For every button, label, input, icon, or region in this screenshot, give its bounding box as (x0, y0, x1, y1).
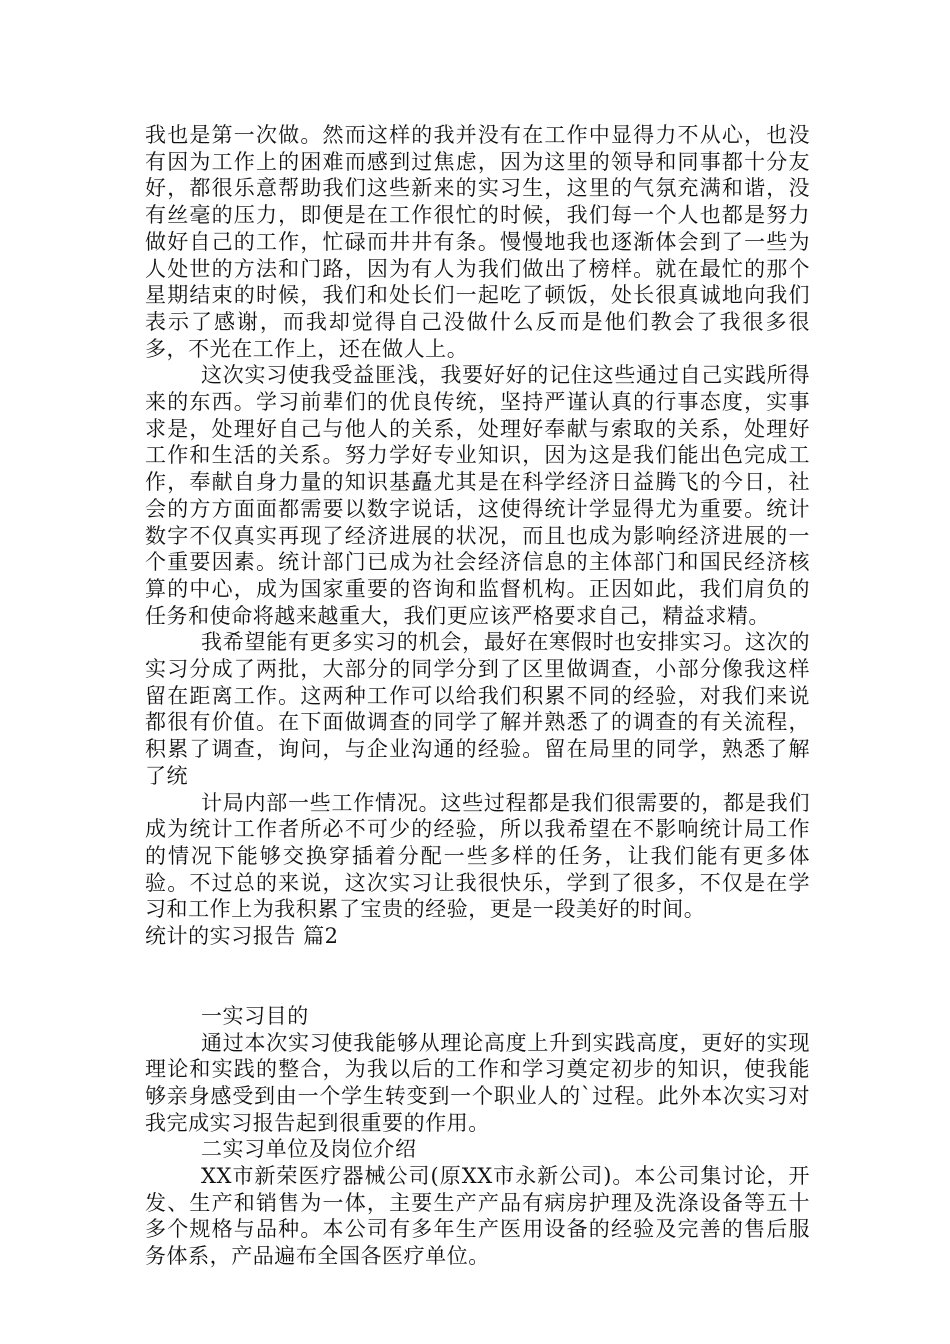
blank-space (145, 950, 810, 1003)
paragraph-2: 这次实习使我受益匪浅，我要好好的记住这些通过自己实践所得来的东西。学习前辈们的优良传统，坚持严谨认真的行事态度，实事求是，处理好自己与他人的关系，处理好奉献与索取的关系，处理好工作和生活的关系。努力学好专业知识，因为这是我们能出色完成工作，奉献自身力量的知识基矗尤其是在科学经济日益腾飞的今日，社会的方方面面都需要以数字说话，这使得统计学显得尤为重要。统计数字不仅真实再现了经济进展的状况，而且也成为影响经济进展的一个重要因素。统计部门已成为社会经济信息的主体部门和国民经济核算的中心，成为国家重要的咨询和监督机构。正因如此，我们肩负的任务和使命将越来越重大，我们更应该严格要求自己，精益求精。 (145, 363, 810, 628)
section2-text: XX市新荣医疗器械公司(原XX市永新公司)。本公司集讨论，开发、生产和销售为一体，主要生产产品有病房护理及洗涤设备等五十多个规格与品种。本公司有多年生产医用设备的经验及完善的售后服务体系，产品遍布全国各医疗单位。 (145, 1164, 810, 1269)
paragraph-1: 我也是第一次做。然而这样的我并没有在工作中显得力不从心，也没有因为工作上的困难而感到过焦虑，因为这里的领导和同事都十分友好，都很乐意帮助我们这些新来的实习生，这里的气氛充满和谐，没有丝毫的压力，即便是在工作很忙的时候，我们每一个人也都是努力做好自己的工作，忙碌而井井有条。慢慢地我也逐渐体会到了一些为人处世的方法和门路，因为有人为我们做出了榜样。就在最忙的那个星期结束的时候，我们和处长们一起吃了顿饭，处长很真诚地向我们表示了感谢，而我却觉得自己没做什么反而是他们教会了我很多很多，不光在工作上，还在做人上。 (145, 123, 810, 361)
report-title: 统计的实习报告 篇2 (145, 924, 339, 949)
paragraph-4: 计局内部一些工作情况。这些过程都是我们很需要的，都是我们成为统计工作者所必不可少的经验，所以我希望在不影响统计局工作的情况下能够交换穿插着分配一些多样的任务，让我们能有更多体验。不过总的来说，这次实习让我很快乐，学到了很多，不仅是在学习和工作上为我积累了宝贵的经验，更是一段美好的时间。 (145, 790, 810, 922)
section2-heading: 二实习单位及岗位介绍 (201, 1137, 417, 1162)
section1-text: 通过本次实习使我能够从理论高度上升到实践高度，更好的实现理论和实践的整合，为我以后的工作和学习奠定初步的知识，使我能够亲身感受到由一个学生转变到一个职业人的`过程。此外本次实习对我完成实习报告起到很重要的作用。 (145, 1030, 810, 1135)
paragraph-3: 我希望能有更多实习的机会，最好在寒假时也安排实习。这次的实习分成了两批，大部分的同学分到了区里做调查，小部分像我这样留在距离工作。这两种工作可以给我们积累不同的经验，对我们来说都很有价值。在下面做调查的同学了解并熟悉了的调查的有关流程，积累了调查，询问，与企业沟通的经验。留在局里的同学，熟悉了解了统 (145, 630, 810, 788)
document-body (145, 122, 810, 1270)
section1-heading: 一实习目的 (201, 1003, 309, 1028)
